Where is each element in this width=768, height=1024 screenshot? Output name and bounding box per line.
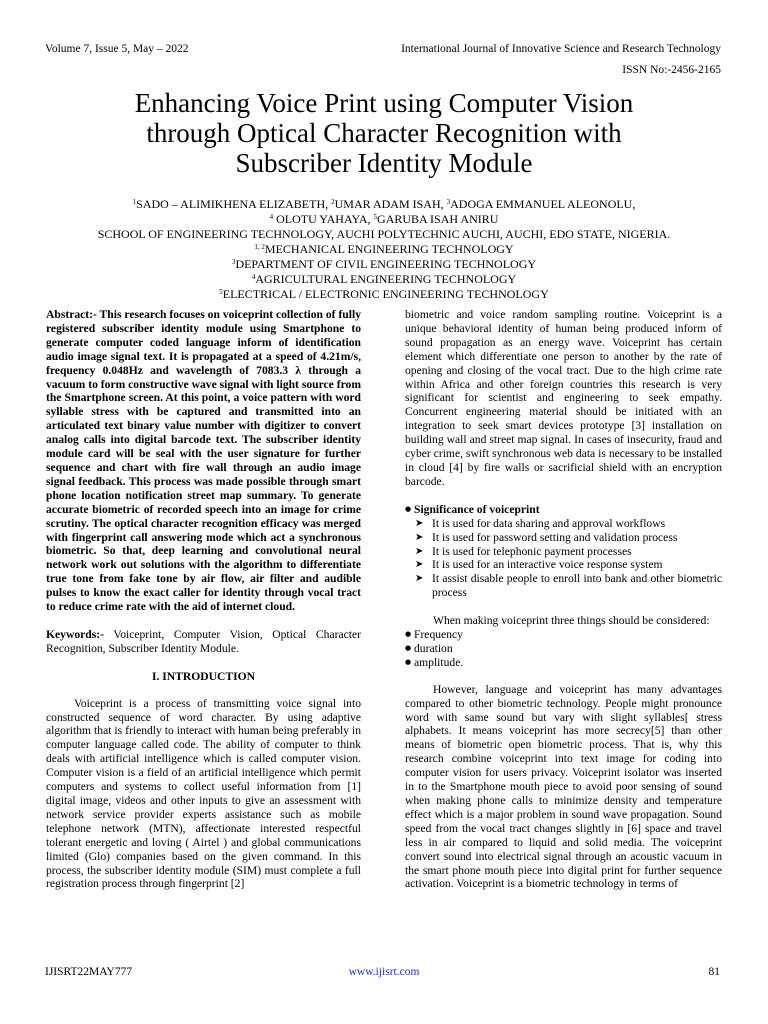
author-sup: 2 [331, 198, 335, 206]
list-item: ● Frequency [405, 628, 722, 642]
body-paragraph: biometric and voice random sampling routine. Voiceprint is a unique behavioral identity of human being produced inform of sound propagation as an energy wave. Voiceprint has certain element which differentiate one person to another by the rate of opening and closing of the vocal tract. Due to the high crime rate within Africa and other foreign countries this research is very significant for scientist and engineering to seek empathy. Concurrent engineering material should be initiated with an integration to seek smart devices prototype [3] installation on building wall and street map signal. In cases of insecurity, fraud and cyber crime, swift synchronous web data is necessary to be installed in cloud [4] by fire walls or sacrificial shield with an encryption barcode. [405, 308, 722, 488]
journal-name: International Journal of Innovative Science and Research Technology [401, 43, 721, 55]
affiliation-sup: 5 [219, 288, 223, 296]
keywords-text: Voiceprint, Computer Vision, Optical Character Recognition, Subscriber Identity Module. [46, 627, 361, 655]
intro-paragraph: Voiceprint is a process of transmitting voice signal into constructed sequence of word character. By using adaptive algorithm that is friendly to interact with human being preferably in computer language called code. The ability of computer to think deals with artificial intelligence which is called computer vision. Computer vision is a field of an artificial intelligence which permit computers and systems to collect useful information from [1] digital image, videos and other inputs to give an assessment with network service provider experts assistance such as mobile telephone network (MTN), affectionate interested respectful tolerant energetic and loving ( Airtel ) and global communications limited (Glo) companies based on the given command. In this process, the subscriber identity module (SIM) must complete a full registration process through fingerprint [2] [46, 696, 361, 891]
author-name: UMAR ADAM ISAH, [334, 197, 447, 211]
list-item: ● duration [405, 642, 722, 656]
affiliation-sup: 4 [251, 273, 256, 281]
affiliation [0, 257, 768, 272]
significance-heading [405, 503, 722, 517]
author-sup: 3 [446, 198, 451, 206]
list-item: ● amplitude. [405, 656, 722, 670]
affiliation-text: DEPARTMENT OF CIVIL ENGINEERING TECHNOLOGY [235, 257, 537, 271]
body-paragraph: When making voiceprint three things should be considered: [433, 614, 710, 628]
author-name: OLOTU YAHAYA, [273, 212, 374, 226]
significance-list [405, 517, 722, 600]
affiliation [0, 272, 768, 287]
title-line: Enhancing Voice Print using Computer Vision [134, 88, 634, 118]
affiliation-text: ELECTRICAL / ELECTRONIC ENGINEERING TECHNOLOGY [222, 287, 549, 301]
affiliation [0, 242, 768, 257]
section-heading: I. INTRODUCTION [151, 669, 256, 683]
page-number: 81 [708, 966, 720, 978]
affiliation-sup: 1, 2 [254, 243, 265, 251]
list-item: ➤ It is used for password setting and validation process [405, 531, 722, 545]
body-paragraph: However, language and voiceprint has many advantages compared to other biometric technology. People might pronounce word with same sound but vary with slight syllables[ stress alphabets. It means voiceprint has more secrecy[5] than other means of biometric open biometric process. That is, why this research combine voiceprint into text image for coding into computer vision for users privacy. Voiceprint isolator was inserted in to the Smartphone mouth piece to avoid poor sensing of sound when making phone calls to minimize density and temperature effect which is a major problem in sound wave propagation. Sound speed from the vocal tract changes slightly in [6] space and travel less in air compared to liquid and solid media. The voiceprint convert sound into electrical signal through an acoustic vacuum in the smart phone mouth piece into digital print for further sequence activation. Voiceprint is a biometric technology in terms of [405, 682, 722, 891]
author-sup: 1 [132, 198, 137, 206]
considered-list [405, 628, 722, 670]
author-sup: 4 [269, 213, 274, 221]
significance-section [405, 503, 722, 600]
journal-link[interactable]: www.ijisrt.com [348, 966, 420, 978]
author-name: GARUBA ISAH ANIRU [377, 212, 499, 226]
author-name: SADO – ALIMIKHENA ELIZABETH, [136, 197, 332, 211]
affiliation-text: MECHANICAL ENGINEERING TECHNOLOGY [264, 242, 514, 256]
paper-id: IJISRT22MAY777 [45, 966, 133, 978]
bullet-icon: ● [405, 504, 412, 513]
list-item: ➤ It assist disable people to enroll into bank and other biometric process [405, 572, 722, 600]
title-line: Subscriber Identity Module [235, 148, 533, 178]
left-column [46, 308, 361, 891]
affiliation [0, 287, 768, 302]
author-name: ADOGA EMMANUEL ALEONOLU, [450, 197, 636, 211]
paper-title [0, 88, 768, 178]
list-item: ➤ It is used for an interactive voice response system [405, 558, 722, 572]
right-column [405, 308, 722, 891]
significance-heading-text: Significance of voiceprint [414, 502, 540, 516]
affiliation-text: AGRICULTURAL ENGINEERING TECHNOLOGY [255, 272, 517, 286]
school-affiliation: SCHOOL OF ENGINEERING TECHNOLOGY, AUCHI POLYTECHNIC AUCHI, AUCHI, EDO STATE, NIGERIA. [97, 227, 671, 241]
abstract: Abstract:- This research focuses on voiceprint collection of fully registered subscriber identity module using Smartphone to generate computer coded language inform of identification audio image signal text. It is propagated at a speed of 4.21m/s, frequency 0.048Hz and wavelength of 7083.3 λ through a vacuum to form constructive wave signal with light source from the Smartphone screen. At this point, a voice pattern with word syllable stress with be captured and transmitted into an articulated text binary value number with digitizer to convert analog calls into digital barcode text. The subscriber identity module card will be seal with the user signature for further sequence and chart with fire wall through an audio image signal feedback. This process was made possible through smart phone location notification street map summary. To generate accurate biometric of recorded speech into an image for crime scrutiny. The optical character recognition efficacy was merged with fingerprint call answering mode which act a synchronous biometric. So that, deep learning and convolutional neural network work out solutions with the algorithm to differentiate true tone from fake tone by air flow, air filter and audible pulses to know the exact caller for identity through vocal tract to reduce crime rate with the aid of internet cloud. [46, 308, 361, 614]
list-item: ➤ It is used for data sharing and approval workflows [405, 517, 722, 531]
volume-info: Volume 7, Issue 5, May – 2022 [45, 43, 189, 55]
list-item: ➤ It is used for telephonic payment processes [405, 545, 722, 559]
author-block [0, 197, 768, 302]
affiliation-sup: 3 [231, 258, 236, 266]
author-line [0, 197, 768, 212]
keywords-label: Keywords:- [46, 627, 104, 641]
author-line [0, 212, 768, 227]
author-sup: 5 [373, 213, 378, 221]
issn: ISSN No:-2456-2165 [622, 64, 721, 76]
keywords [46, 628, 361, 656]
title-line: through Optical Character Recognition with [146, 118, 622, 148]
